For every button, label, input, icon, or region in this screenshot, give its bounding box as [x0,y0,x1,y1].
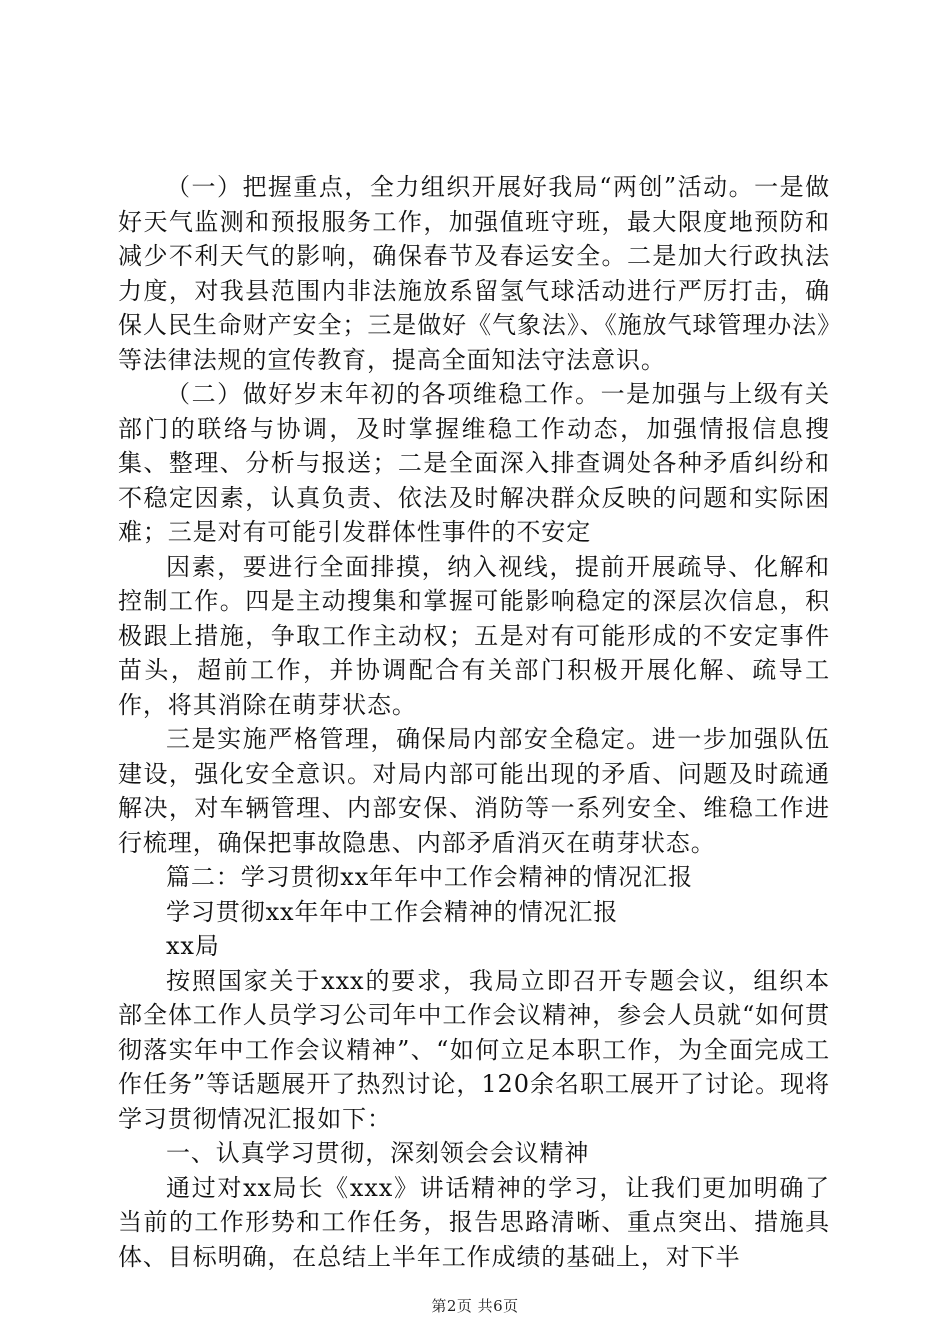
document-body [118,170,830,1274]
paragraph-stability-continued: 因素，要进行全面排摸，纳入视线，提前开展疏导、化解和控制工作。四是主动搜集和掌握可能影响稳定的深层次信息，积极跟上措施，争取工作主动权；五是对有可能形成的不安定事件苗头，超前工作，并协调配合有关部门积极开展化解、疏导工作，将其消除在萌芽状态。 [118,552,830,719]
paragraph-stability-work: （二）做好岁末年初的各项维稳工作。一是加强与上级有关部门的联络与协调，及时掌握维稳工作动态，加强情报信息搜集、整理、分析与报送；二是全面深入排查调处各种矛盾纠纷和不稳定因素，认真负责、依法及时解决群众反映的问题和实际困难；三是对有可能引发群体性事件的不安定 [118,380,830,546]
report-author: xx局 [166,932,220,960]
paragraph-grasp-key-points: （一）把握重点，全力组织开展好我局“两创”活动。一是做好天气监测和预报服务工作，加强值班守班，最大限度地预防和减少不利天气的影响，确保春节及春运安全。二是加大行政执法力度，对我县范围内非法施放系留氢气球活动进行严厉打击，确保人民生命财产安全；三是做好《气象法》、《施放气球管理办法》等法律法规的宣传教育，提高全面知法守法意识。 [118,173,830,374]
section-heading-study: 一、认真学习贯彻，深刻领会会议精神 [166,1139,590,1167]
paragraph-study-speech: 通过对xx局长《xxx》讲话精神的学习，让我们更加明确了当前的工作形势和工作任务，报告思路清晰、重点突出、措施具体、目标明确，在总结上半年工作成绩的基础上，对下半 [118,1173,830,1271]
page-footer: 第2页 共6页 [431,1297,519,1315]
paragraph-meeting-intro: 按照国家关于xxx的要求，我局立即召开专题会议，组织本部全体工作人员学习公司年中工作会议精神，参会人员就“如何贯彻落实年中工作会议精神”、“如何立足本职工作，为全面完成工作任务”等话题展开了热烈讨论，120余名职工展开了讨论。现将学习贯彻情况汇报如下： [118,966,830,1133]
report-title: 学习贯彻xx年年中工作会精神的情况汇报 [166,897,619,926]
paragraph-strict-management: 三是实施严格管理，确保局内部安全稳定。进一步加强队伍建设，强化安全意识。对局内部可能出现的矛盾、问题及时疏通解决，对车辆管理、内部安保、消防等一系列安全、维稳工作进行梳理，确保把事故隐患、内部矛盾消灭在萌芽状态。 [118,725,830,857]
section-heading-part-two: 篇二：学习贯彻xx年年中工作会精神的情况汇报 [166,863,693,891]
